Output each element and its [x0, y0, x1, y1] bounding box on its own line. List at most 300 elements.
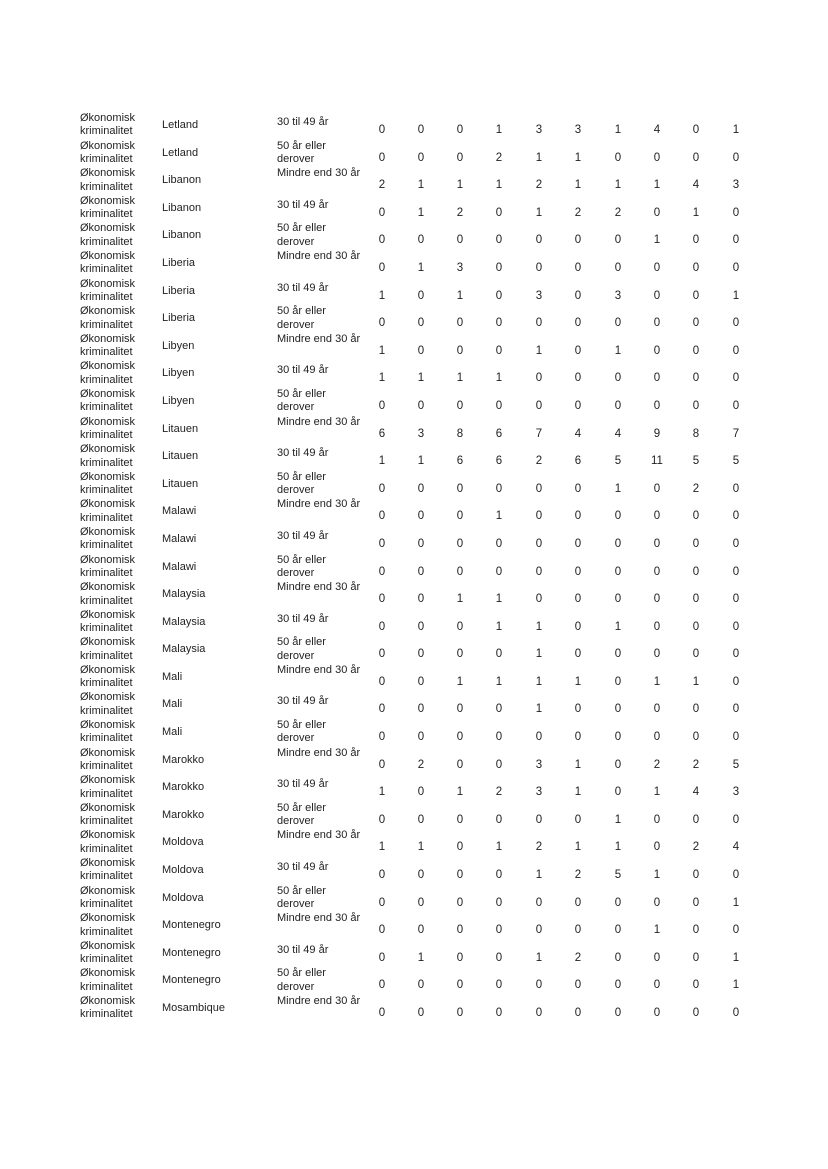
cell-value: 1: [614, 344, 622, 357]
table-row: [0, 691, 828, 719]
table-row: [0, 940, 828, 968]
cell-value: 6: [456, 455, 464, 468]
cell-value: 0: [495, 1007, 503, 1019]
cell-value: 0: [692, 813, 700, 826]
cell-value: 0: [653, 565, 661, 578]
table-row: [0, 581, 828, 609]
cell-value: 0: [653, 482, 661, 495]
cell-value: 0: [378, 537, 386, 550]
table-row: [0, 885, 828, 913]
cell-age-group: 30 til 49 år: [277, 281, 329, 294]
cell-value: 5: [732, 455, 740, 468]
cell-age-group: 50 år eller derover: [277, 553, 326, 579]
table-row: [0, 388, 828, 416]
cell-value: 2: [574, 951, 582, 964]
cell-value: 1: [653, 786, 661, 799]
cell-age-group: Mindre end 30 år: [277, 995, 361, 1007]
cell-category: Økonomisk kriminalitet: [80, 939, 136, 966]
cell-value: 1: [378, 289, 386, 302]
cell-value: 3: [535, 124, 543, 136]
cell-value: 4: [574, 427, 582, 440]
cell-value: 0: [417, 1007, 425, 1019]
table-row: [0, 333, 828, 361]
cell-value: 0: [456, 317, 464, 330]
cell-value: 0: [692, 565, 700, 578]
cell-value: 0: [574, 537, 582, 550]
cell-value: 0: [456, 537, 464, 550]
cell-value: 6: [378, 427, 386, 440]
cell-value: 2: [692, 758, 700, 771]
cell-country: Marokko: [162, 753, 205, 766]
cell-value: 1: [614, 179, 622, 192]
cell-value: 0: [732, 261, 740, 274]
cell-value: 2: [535, 841, 543, 854]
cell-value: 0: [653, 593, 661, 606]
cell-value: 0: [692, 289, 700, 302]
cell-value: 2: [495, 786, 503, 799]
cell-value: 0: [574, 1007, 582, 1019]
cell-value: 1: [653, 179, 661, 192]
cell-value: 1: [535, 869, 543, 882]
table-row: [0, 912, 828, 940]
cell-value: 1: [495, 675, 503, 688]
cell-value: 0: [614, 896, 622, 909]
table-row: [0, 636, 828, 664]
cell-value: 0: [614, 1007, 622, 1019]
cell-category: Økonomisk kriminalitet: [80, 636, 136, 662]
cell-value: 1: [417, 179, 425, 192]
cell-value: 0: [692, 1007, 700, 1019]
cell-value: 0: [378, 399, 386, 412]
cell-value: 0: [495, 924, 503, 937]
cell-value: 0: [574, 317, 582, 330]
cell-value: 0: [417, 537, 425, 550]
cell-value: 0: [378, 813, 386, 826]
cell-age-group: Mindre end 30 år: [277, 912, 361, 925]
cell-value: 0: [378, 482, 386, 495]
cell-value: 0: [456, 979, 464, 992]
cell-value: 5: [732, 758, 740, 771]
cell-age-group: 30 til 49 år: [277, 612, 329, 625]
cell-value: 1: [417, 841, 425, 854]
cell-country: Liberia: [162, 312, 196, 325]
cell-value: 1: [456, 675, 464, 688]
cell-country: Litauen: [162, 477, 199, 490]
cell-value: 0: [653, 372, 661, 385]
cell-value: 0: [574, 482, 582, 495]
cell-value: 1: [495, 841, 503, 854]
cell-value: 0: [378, 703, 386, 716]
cell-value: 0: [378, 869, 386, 882]
cell-country: Malawi: [162, 560, 197, 573]
cell-age-group: 30 til 49 år: [277, 447, 329, 460]
cell-age-group: 50 år eller derover: [277, 884, 326, 911]
cell-value: 3: [535, 758, 543, 771]
cell-country: Moldova: [162, 891, 204, 904]
cell-value: 0: [535, 510, 543, 523]
cell-value: 0: [614, 234, 622, 247]
cell-value: 0: [535, 813, 543, 826]
cell-value: 0: [732, 537, 740, 550]
cell-value: 1: [574, 758, 582, 771]
cell-value: 0: [574, 344, 582, 357]
cell-value: 0: [495, 648, 503, 661]
cell-value: 1: [653, 675, 661, 688]
cell-country: Litauen: [162, 422, 199, 435]
cell-value: 0: [378, 648, 386, 661]
cell-value: 0: [456, 124, 464, 136]
table-row: [0, 471, 828, 499]
cell-value: 0: [614, 261, 622, 274]
cell-country: Montenegro: [162, 919, 221, 932]
cell-value: 0: [495, 951, 503, 964]
cell-value: 1: [574, 786, 582, 799]
cell-country: Liberia: [162, 284, 196, 297]
cell-value: 0: [692, 951, 700, 964]
cell-value: 1: [535, 344, 543, 357]
cell-value: 0: [456, 234, 464, 247]
table-row: [0, 554, 828, 582]
cell-value: 1: [732, 979, 740, 992]
cell-value: 0: [692, 261, 700, 274]
cell-value: 0: [495, 813, 503, 826]
cell-country: Libanon: [162, 201, 202, 214]
cell-country: Montenegro: [162, 974, 221, 987]
cell-value: 0: [574, 289, 582, 302]
cell-value: 0: [417, 510, 425, 523]
cell-value: 2: [535, 455, 543, 468]
cell-country: Litauen: [162, 450, 199, 463]
cell-age-group: 50 år eller derover: [277, 636, 326, 662]
cell-value: 0: [417, 924, 425, 937]
table-row: [0, 995, 828, 1023]
cell-value: 7: [732, 427, 740, 440]
cell-value: 0: [535, 317, 543, 330]
cell-value: 2: [692, 841, 700, 854]
cell-value: 0: [653, 951, 661, 964]
cell-value: 0: [495, 206, 503, 219]
cell-value: 7: [535, 427, 543, 440]
cell-value: 0: [417, 813, 425, 826]
cell-value: 0: [535, 372, 543, 385]
cell-value: 0: [417, 979, 425, 992]
cell-value: 0: [653, 813, 661, 826]
cell-value: 1: [653, 869, 661, 882]
cell-value: 1: [692, 206, 700, 219]
cell-age-group: Mindre end 30 år: [277, 663, 361, 676]
cell-value: 0: [378, 124, 386, 136]
cell-value: 0: [692, 979, 700, 992]
cell-category: Økonomisk kriminalitet: [80, 884, 136, 911]
cell-age-group: Mindre end 30 år: [277, 746, 361, 759]
cell-category: Økonomisk kriminalitet: [80, 829, 136, 855]
cell-category: Økonomisk kriminalitet: [80, 222, 136, 248]
cell-value: 1: [614, 813, 622, 826]
cell-value: 0: [653, 289, 661, 302]
cell-value: 0: [692, 924, 700, 937]
cell-value: 1: [378, 841, 386, 854]
cell-value: 0: [535, 482, 543, 495]
cell-value: 0: [378, 979, 386, 992]
data-table: [0, 112, 828, 1023]
cell-value: 8: [692, 427, 700, 440]
cell-value: 0: [653, 261, 661, 274]
cell-value: 1: [378, 344, 386, 357]
cell-value: 1: [535, 675, 543, 688]
cell-category: Økonomisk kriminalitet: [80, 525, 136, 552]
cell-value: 3: [535, 786, 543, 799]
cell-value: 0: [692, 869, 700, 882]
cell-value: 1: [417, 206, 425, 219]
cell-category: Økonomisk kriminalitet: [80, 360, 136, 386]
cell-value: 1: [653, 924, 661, 937]
cell-value: 1: [456, 289, 464, 302]
cell-value: 3: [574, 124, 582, 136]
cell-value: 0: [653, 399, 661, 412]
cell-value: 0: [692, 399, 700, 412]
cell-value: 0: [732, 482, 740, 495]
cell-value: 0: [495, 731, 503, 744]
table-row: [0, 802, 828, 830]
cell-value: 0: [732, 924, 740, 937]
cell-category: Økonomisk kriminalitet: [80, 719, 136, 745]
table-row: [0, 167, 828, 195]
cell-age-group: Mindre end 30 år: [277, 167, 361, 180]
cell-value: 0: [692, 593, 700, 606]
cell-value: 0: [692, 124, 700, 136]
cell-value: 1: [614, 841, 622, 854]
cell-value: 0: [692, 703, 700, 716]
cell-value: 0: [614, 372, 622, 385]
cell-value: 0: [574, 896, 582, 909]
cell-value: 0: [692, 151, 700, 164]
cell-value: 1: [456, 179, 464, 192]
cell-value: 4: [653, 124, 661, 136]
cell-category: Økonomisk kriminalitet: [80, 967, 136, 993]
cell-value: 1: [417, 951, 425, 964]
cell-value: 2: [574, 869, 582, 882]
cell-category: Økonomisk kriminalitet: [80, 801, 136, 828]
cell-age-group: 30 til 49 år: [277, 861, 329, 874]
cell-value: 2: [417, 758, 425, 771]
cell-value: 0: [614, 703, 622, 716]
cell-value: 0: [732, 703, 740, 716]
cell-value: 0: [692, 510, 700, 523]
cell-category: Økonomisk kriminalitet: [80, 332, 136, 359]
cell-value: 3: [456, 261, 464, 274]
cell-value: 0: [417, 869, 425, 882]
cell-country: Libanon: [162, 229, 202, 242]
cell-age-group: 50 år eller derover: [277, 222, 326, 248]
cell-value: 1: [535, 703, 543, 716]
cell-value: 0: [417, 896, 425, 909]
cell-value: 0: [574, 261, 582, 274]
cell-value: 0: [456, 344, 464, 357]
cell-value: 0: [456, 399, 464, 412]
cell-value: 0: [495, 703, 503, 716]
cell-age-group: 50 år eller derover: [277, 719, 326, 745]
cell-value: 0: [378, 924, 386, 937]
cell-value: 0: [495, 344, 503, 357]
cell-value: 0: [378, 261, 386, 274]
cell-value: 1: [574, 179, 582, 192]
cell-country: Marokko: [162, 781, 205, 794]
cell-value: 1: [378, 455, 386, 468]
cell-value: 1: [614, 124, 622, 136]
cell-value: 0: [378, 593, 386, 606]
cell-value: 4: [692, 786, 700, 799]
cell-value: 0: [535, 565, 543, 578]
cell-value: 0: [614, 675, 622, 688]
cell-value: 1: [614, 620, 622, 633]
cell-value: 2: [614, 206, 622, 219]
cell-category: Økonomisk kriminalitet: [80, 553, 136, 579]
cell-value: 8: [456, 427, 464, 440]
cell-value: 0: [574, 510, 582, 523]
cell-value: 0: [495, 758, 503, 771]
cell-value: 0: [378, 317, 386, 330]
cell-value: 11: [651, 455, 663, 468]
cell-value: 0: [732, 234, 740, 247]
cell-value: 0: [417, 593, 425, 606]
cell-age-group: 50 år eller derover: [277, 387, 326, 414]
cell-value: 6: [495, 455, 503, 468]
cell-category: Økonomisk kriminalitet: [80, 470, 136, 497]
cell-value: 6: [574, 455, 582, 468]
cell-value: 0: [614, 565, 622, 578]
cell-value: 0: [614, 786, 622, 799]
cell-value: 1: [692, 675, 700, 688]
cell-value: 0: [574, 979, 582, 992]
cell-category: Økonomisk kriminalitet: [80, 746, 136, 773]
cell-value: 0: [378, 565, 386, 578]
cell-country: Libyen: [162, 339, 195, 352]
cell-category: Økonomisk kriminalitet: [80, 498, 136, 524]
cell-value: 0: [732, 648, 740, 661]
cell-value: 5: [614, 455, 622, 468]
cell-value: 1: [574, 841, 582, 854]
cell-value: 0: [378, 206, 386, 219]
cell-category: Økonomisk kriminalitet: [80, 305, 136, 331]
cell-value: 4: [614, 427, 622, 440]
table-row: [0, 278, 828, 306]
cell-value: 0: [574, 372, 582, 385]
table-row: [0, 416, 828, 444]
cell-value: 0: [732, 620, 740, 633]
table-row: [0, 526, 828, 554]
cell-country: Letland: [162, 119, 199, 131]
cell-value: 0: [692, 731, 700, 744]
cell-value: 0: [535, 731, 543, 744]
cell-value: 0: [574, 399, 582, 412]
cell-value: 0: [495, 289, 503, 302]
cell-value: 0: [535, 261, 543, 274]
cell-value: 0: [653, 841, 661, 854]
cell-value: 0: [495, 482, 503, 495]
cell-value: 0: [653, 979, 661, 992]
cell-value: 0: [495, 896, 503, 909]
cell-country: Mosambique: [162, 1002, 225, 1014]
cell-country: Mali: [162, 670, 183, 683]
cell-value: 0: [614, 593, 622, 606]
cell-value: 0: [378, 675, 386, 688]
cell-value: 0: [653, 206, 661, 219]
cell-value: 0: [574, 234, 582, 247]
cell-value: 0: [378, 951, 386, 964]
cell-value: 0: [574, 593, 582, 606]
cell-value: 0: [495, 234, 503, 247]
cell-value: 0: [535, 1007, 543, 1019]
cell-value: 0: [456, 869, 464, 882]
cell-value: 0: [614, 537, 622, 550]
cell-value: 0: [417, 234, 425, 247]
cell-value: 2: [456, 206, 464, 219]
cell-country: Malawi: [162, 532, 197, 545]
cell-value: 1: [732, 896, 740, 909]
cell-value: 0: [535, 924, 543, 937]
cell-value: 0: [692, 896, 700, 909]
cell-value: 1: [378, 786, 386, 799]
cell-value: 0: [653, 620, 661, 633]
cell-value: 0: [692, 620, 700, 633]
cell-value: 0: [732, 593, 740, 606]
table-row: [0, 140, 828, 168]
cell-country: Mali: [162, 726, 183, 739]
cell-category: Økonomisk kriminalitet: [80, 277, 136, 303]
cell-age-group: 30 til 49 år: [277, 695, 329, 708]
cell-value: 0: [456, 151, 464, 164]
cell-category: Økonomisk kriminalitet: [80, 167, 136, 193]
cell-value: 0: [456, 1007, 464, 1019]
cell-value: 0: [417, 703, 425, 716]
cell-value: 2: [535, 179, 543, 192]
cell-value: 1: [535, 206, 543, 219]
cell-value: 0: [417, 565, 425, 578]
cell-value: 0: [456, 482, 464, 495]
cell-value: 2: [378, 179, 386, 192]
cell-country: Mali: [162, 698, 183, 711]
cell-category: Økonomisk kriminalitet: [80, 581, 136, 607]
cell-value: 0: [456, 924, 464, 937]
cell-value: 1: [535, 151, 543, 164]
cell-value: 0: [456, 813, 464, 826]
cell-value: 5: [614, 869, 622, 882]
cell-value: 1: [417, 261, 425, 274]
cell-category: Økonomisk kriminalitet: [80, 608, 136, 635]
cell-value: 0: [732, 813, 740, 826]
cell-value: 0: [456, 896, 464, 909]
cell-value: 1: [614, 482, 622, 495]
cell-value: 0: [417, 317, 425, 330]
cell-age-group: Mindre end 30 år: [277, 415, 361, 428]
cell-category: Økonomisk kriminalitet: [80, 691, 136, 717]
cell-value: 3: [535, 289, 543, 302]
cell-value: 0: [456, 620, 464, 633]
cell-value: 0: [614, 510, 622, 523]
cell-value: 0: [732, 151, 740, 164]
table-row: [0, 829, 828, 857]
cell-value: 0: [574, 648, 582, 661]
cell-value: 0: [732, 344, 740, 357]
cell-age-group: 30 til 49 år: [277, 529, 329, 542]
cell-value: 0: [417, 731, 425, 744]
cell-value: 0: [535, 537, 543, 550]
table-row: [0, 222, 828, 250]
cell-value: 0: [417, 620, 425, 633]
cell-value: 1: [495, 124, 503, 136]
cell-value: 1: [456, 593, 464, 606]
cell-country: Montenegro: [162, 946, 221, 959]
